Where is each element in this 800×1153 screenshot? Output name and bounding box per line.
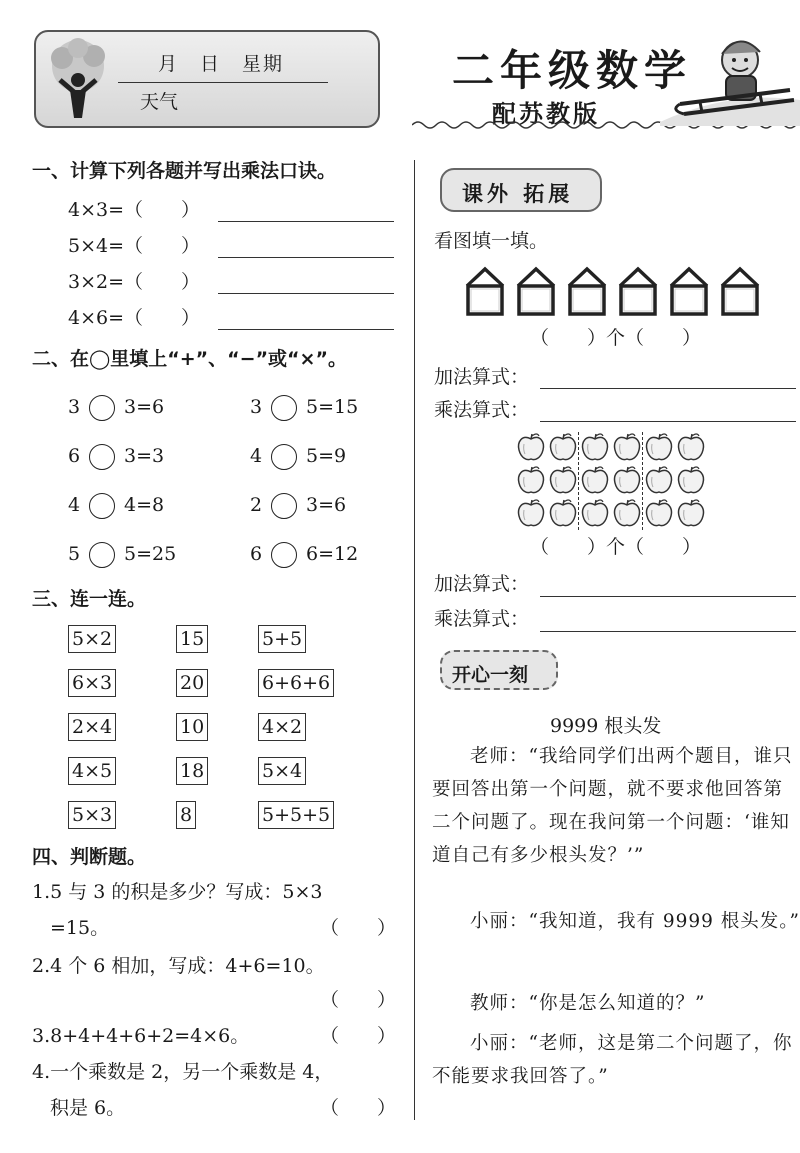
date-line	[118, 82, 328, 83]
match-right-item[interactable]: 5+5+5	[258, 801, 334, 829]
section3-title: 三、连一连。	[32, 588, 147, 610]
blank-count-line: （ ）个（ ）	[530, 536, 702, 558]
apple	[516, 498, 546, 528]
joke-paragraph-2: 小丽：“我知道，我有 9999 根头发。”	[470, 911, 800, 932]
matchstick-houses	[464, 266, 794, 318]
operand: 3=6	[306, 494, 347, 516]
apple	[676, 498, 706, 528]
book-title: 二年级数学	[452, 46, 693, 95]
weather-label: 天气	[140, 91, 179, 113]
apple-group-divider	[578, 432, 579, 530]
judge-q1-cont: =15。	[50, 917, 110, 939]
extension-banner-text: 课外 拓展	[462, 182, 574, 206]
section4-title: 四、判断题。	[32, 846, 147, 868]
match-middle-item[interactable]: 18	[176, 757, 208, 785]
operator-circle[interactable]	[271, 444, 297, 470]
apple	[644, 432, 674, 462]
apple-groups	[516, 432, 716, 532]
match-middle-item[interactable]: 10	[176, 713, 208, 741]
match-right-item[interactable]: 5+5	[258, 625, 306, 653]
match-left-item[interactable]: 5×3	[68, 801, 116, 829]
addition-label: 加法算式：	[434, 366, 530, 388]
calc-item: 5×4=（ ）	[68, 235, 201, 257]
answer-line[interactable]	[540, 631, 796, 632]
answer-line	[218, 293, 394, 294]
joke-paragraph-1: 老师：“我给同学们出两个题目，谁只要回答出第一个问题，就不要求他回答第二个问题了。现在我问第一个问题：‘谁知道自己有多少根头发？’”	[432, 746, 793, 866]
apple	[580, 498, 610, 528]
judge-q1: 1.5 与 3 的积是多少？写成：5×3	[32, 881, 323, 903]
calc-item: 4×3=（ ）	[68, 199, 201, 221]
answer-line[interactable]	[540, 596, 796, 597]
operand: 4=8	[124, 494, 165, 516]
operand: 3	[250, 396, 263, 418]
operand: 5=15	[306, 396, 359, 418]
multiplication-label: 乘法算式：	[434, 399, 530, 421]
match-left-item[interactable]: 4×5	[68, 757, 116, 785]
apple	[612, 465, 642, 495]
section1-title: 一、计算下列各题并写出乘法口诀。	[32, 160, 337, 182]
section2-title: 二、在◯里填上“+”、“−”或“×”。	[32, 348, 347, 370]
operand: 3	[68, 396, 81, 418]
operator-circle[interactable]	[271, 493, 297, 519]
judge-answer-paren[interactable]: （ ）	[320, 917, 397, 939]
operand: 2	[250, 494, 263, 516]
joke-paragraph-4: 小丽：“老师，这是第二个问题了，你不能要求我回答了。”	[432, 1033, 793, 1087]
match-right-item[interactable]: 5×4	[258, 757, 306, 785]
match-left-item[interactable]: 2×4	[68, 713, 116, 741]
apple	[548, 498, 578, 528]
match-middle-item[interactable]: 15	[176, 625, 208, 653]
calc-item: 3×2=（ ）	[68, 271, 201, 293]
date-label: 月 日 星期	[158, 53, 285, 75]
apple	[612, 432, 642, 462]
match-middle-item[interactable]: 20	[176, 669, 208, 697]
judge-answer-paren[interactable]: （ ）	[320, 1025, 397, 1047]
book-subtitle: 配苏教版	[492, 100, 600, 128]
operand: 5=25	[124, 543, 177, 565]
child-on-sled-illustration	[660, 30, 800, 126]
judge-answer-paren[interactable]: （ ）	[320, 1097, 397, 1119]
matchstick-house	[566, 266, 608, 316]
operator-circle[interactable]	[89, 444, 115, 470]
operator-circle[interactable]	[271, 395, 297, 421]
judge-q3: 3.8+4+4+6+2=4×6。	[32, 1025, 250, 1047]
apple-group-divider	[642, 432, 643, 530]
matchstick-house	[617, 266, 659, 316]
joke-title: 9999 根头发	[550, 715, 662, 737]
match-middle-item[interactable]: 8	[176, 801, 196, 829]
matchstick-house	[719, 266, 761, 316]
operand: 3=6	[124, 396, 165, 418]
answer-line[interactable]	[540, 421, 796, 422]
match-left-item[interactable]: 6×3	[68, 669, 116, 697]
apple	[644, 465, 674, 495]
apple	[580, 465, 610, 495]
operand: 3=3	[124, 445, 165, 467]
operand: 5	[68, 543, 81, 565]
extension-instruction: 看图填一填。	[434, 230, 549, 252]
operand: 5=9	[306, 445, 347, 467]
joke-banner-text: 开心一刻	[452, 664, 529, 686]
matchstick-house	[464, 266, 506, 316]
addition-label: 加法算式：	[434, 573, 530, 595]
blank-count-line: （ ）个（ ）	[530, 327, 702, 349]
joke-paragraph-3: 教师：“你是怎么知道的？”	[470, 993, 706, 1014]
answer-line[interactable]	[540, 388, 796, 389]
operand: 4	[68, 494, 81, 516]
operand: 6	[250, 543, 263, 565]
apple	[516, 432, 546, 462]
calc-item: 4×6=（ ）	[68, 307, 201, 329]
judge-q4: 4.一个乘数是 2，另一个乘数是 4，	[32, 1061, 334, 1083]
matchstick-house	[515, 266, 557, 316]
multiplication-label: 乘法算式：	[434, 608, 530, 630]
apple	[676, 432, 706, 462]
operator-circle[interactable]	[89, 542, 115, 568]
match-right-item[interactable]: 6+6+6	[258, 669, 334, 697]
answer-line	[218, 329, 394, 330]
operator-circle[interactable]	[89, 493, 115, 519]
answer-line	[218, 221, 394, 222]
judge-q2: 2.4 个 6 相加，写成：4+6=10。	[32, 955, 325, 977]
apple	[548, 432, 578, 462]
operand: 4	[250, 445, 263, 467]
apple	[676, 465, 706, 495]
apple	[580, 432, 610, 462]
tree-person-icon	[40, 36, 116, 120]
apple	[548, 465, 578, 495]
operand: 6=12	[306, 543, 359, 565]
column-divider	[414, 160, 415, 1120]
operator-circle[interactable]	[271, 542, 297, 568]
match-right-item[interactable]: 4×2	[258, 713, 306, 741]
operand: 6	[68, 445, 81, 467]
answer-line	[218, 257, 394, 258]
apple	[644, 498, 674, 528]
apple	[516, 465, 546, 495]
operator-circle[interactable]	[89, 395, 115, 421]
judge-answer-paren[interactable]: （ ）	[320, 989, 397, 1011]
matchstick-house	[668, 266, 710, 316]
judge-q4-cont: 积是 6。	[50, 1097, 126, 1119]
apple	[612, 498, 642, 528]
match-left-item[interactable]: 5×2	[68, 625, 116, 653]
